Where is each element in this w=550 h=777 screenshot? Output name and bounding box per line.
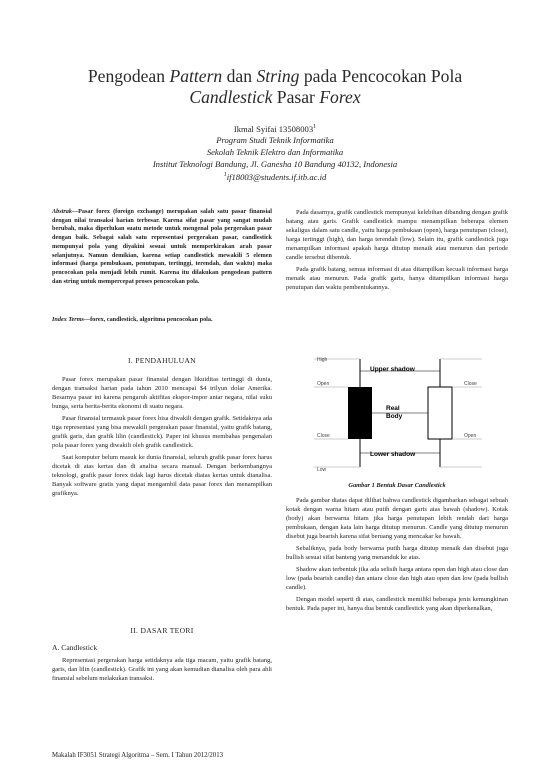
label-low: Low	[317, 467, 327, 472]
section-2-body	[52, 656, 272, 686]
label-body: Body	[386, 413, 403, 420]
label-open-left: Open	[317, 381, 330, 387]
author-name: Ikmal Syifai 13508003	[233, 123, 314, 134]
paragraph: Pasar finansial termasuk pasar forex bisa diwakili dengan grafik. Setidaknya ada tiga representasi yang bisa mewakili pergerakan pasar finansial, yaitu grafik batang, grafik garis, dan grafik lilin (candlestick). Paper ini khusus membahas pengenalan pola pasar forex yang diwakili oleh grafik candlestick.	[52, 415, 272, 449]
title-text: pada Pencocokan Pola	[299, 66, 463, 86]
author-sup: 1	[313, 124, 317, 130]
figure-caption: Gambar 1 Bentuk Dasar Candlestick	[348, 482, 446, 489]
paragraph: Shadow akan terbentuk jika ada selisih harga antara open dan high atau close dan low (pada bearish candle) dan antara close dan high atau open dan low (pada bullish candle).	[286, 566, 508, 591]
email-sup: 1	[223, 172, 227, 179]
title-text: Pengodean	[87, 66, 170, 86]
label-close-left: Close	[317, 433, 330, 439]
bearish-body	[348, 387, 372, 439]
label-lower-shadow: Lower shadow	[370, 451, 416, 458]
terms-label: Index Terms	[52, 316, 84, 323]
terms-text: —forex, candlestick, algoritma pencocokan pola.	[83, 316, 213, 323]
title-line-1	[40, 66, 510, 87]
abstract-label: Abstrak	[52, 208, 72, 215]
title-text: Pattern	[169, 66, 223, 86]
label-close-right: Close	[464, 381, 477, 387]
section-heading-2: II. DASAR TEORI	[130, 626, 194, 635]
paragraph: Dengan model seperti di atas, candlestick memiliki beberapa jenis kemungkinan bentuk. Pada paper ini, hanya dua bentuk candlestick yang akan diperkenalkan,	[286, 596, 508, 612]
label-open-right: Open	[464, 433, 477, 439]
right-column-body	[286, 496, 508, 616]
subsection-heading-a: A. Candlestick	[52, 643, 98, 652]
paragraph: Saat komputer belum masuk ke dunia finansial, seluruh grafik pasar forex harus dicetak di atas kertas dan di analisa secara manual. Dengan berkembangnya teknologi, grafik pasar forex tidak lagi harus dicetak diatas kertas untuk dianalisa. Banyak software gratis yang dapat mengambil data pasar forex dan menampilkan grafiknya.	[52, 454, 272, 497]
paragraph: Pada grafik batang, semua informasi di atas ditampilkan kecuali informasi harga menaik atau menurun. Pada grafik garis, hanya ditampilkan informasi harga penutupan dan waktu pembentukannya.	[286, 266, 508, 291]
email-line	[40, 170, 510, 183]
title-text: Candlestick	[189, 87, 273, 107]
author-institute: Institut Teknologi Bandung, Jl. Ganesha 10 Bandung 40132, Indonesia	[152, 158, 398, 169]
page-footer: Makalah IF3051 Strategi Algoritma – Sem. I Tahun 2012/2013	[52, 752, 224, 759]
paragraph: Pada gambar diatas dapat dilihat bahwa candlestick digambarkan sebagai sebuah kotak dengan warna hitam atau putih dengan garis atas bawah (shadow). Kotak (body) akan berwarna hitam jika harga penutupan lebih rendah dari harga pembukaan, dengan kata lain harga ditutup menurun. Candle yang ditutup menurun disebut juga bearish karena sifat beruang yang mencakar ke bawah.	[286, 497, 508, 540]
paragraph: Pasar forex merupakan pasar finansial dengan likuiditas tertinggi di dunia, dengan transaksi harian pada tahun 2010 mencapai $4 trilyun dolar Amerika. Besarnya pasar ini karena pengaruh aktifitas ekspor-impor antar negara, nilai suku bunga, serta berita-berita ekonomi di suatu negara.	[52, 376, 272, 410]
title-text: dan	[222, 66, 257, 86]
abstract	[52, 208, 272, 286]
paragraph: Sebaliknya, pada body berwarna putih harga ditutup menaik dan disebut juga bullish sesuai sifat banteng yang menanduk ke atas.	[286, 545, 508, 561]
author-block	[40, 122, 510, 184]
label-real: Real	[386, 405, 400, 412]
label-upper-shadow: Upper shadow	[370, 366, 415, 373]
title-line-2	[40, 87, 510, 108]
author-line	[40, 122, 510, 135]
candlestick-figure	[314, 354, 482, 472]
title-text: Forex	[319, 87, 361, 107]
index-terms	[52, 316, 272, 325]
paragraph: Representasi pergerakan harga setidaknya ada tiga macam, yaitu grafik batang, garis, dan lilin (candlestick). Grafik ini yang akan kemudian dianalisa oleh para ahli finansial sebelum melakukan transaksi.	[52, 657, 272, 682]
label-high: High	[317, 357, 328, 363]
paragraph: Pada dasarnya, grafik candlestick mempunyai kelebihan dibanding dengan grafik batang atau garis. Grafik candlestick mampu menampilkan beberapa elemen sekaligus dalam satu candle, yaitu harga pembukaan (open), harga penutupan (close), harga tertinggi (high), dan harga terendah (low). Selain itu, grafik candlestick juga menampilkan informasi apakah harga ditutup menaik atau menurun dan periode candle tersebut dibentuk.	[286, 209, 508, 261]
author-email: if18003@students.if.itb.ac.id	[226, 172, 327, 183]
section-heading-1: I. PENDAHULUAN	[128, 356, 196, 365]
section-1-body	[52, 375, 272, 501]
abstract-text: —Pasar forex (foreign exchange) merupakan salah satu pasar finansial dengan nilai transaksi harian terbesar. Karena sifat pasar yang sangat mudah berubah, maka diperlukan suatu metode untuk mengenal pola pergerakan pasar dengan baik. Sebagai salah satu representasi pergerakan pasar, candlestick mempunyai pola yang diyakini sesuai untuk memperkirakan arah pasar selanjutnya. Namun demikian, karena setiap candlestick mewakili 5 elemen informasi (harga pembukaan, penutupan, tertinggi, terendah, dan waktu) maka pencocokan pola menjadi lebih rumit. Karena itu dilakukan pengodean pattern dan string untuk mempercepat proses pencocokan pola.	[52, 208, 272, 285]
title-text: Pasar	[272, 87, 320, 107]
paper-title	[40, 66, 510, 108]
bullish-body	[428, 387, 452, 439]
right-column-intro	[286, 208, 508, 295]
title-text: String	[256, 66, 300, 86]
author-school: Sekolah Teknik Elektro dan Informatika	[206, 147, 344, 158]
author-program: Program Studi Teknik Informatika	[216, 135, 334, 146]
